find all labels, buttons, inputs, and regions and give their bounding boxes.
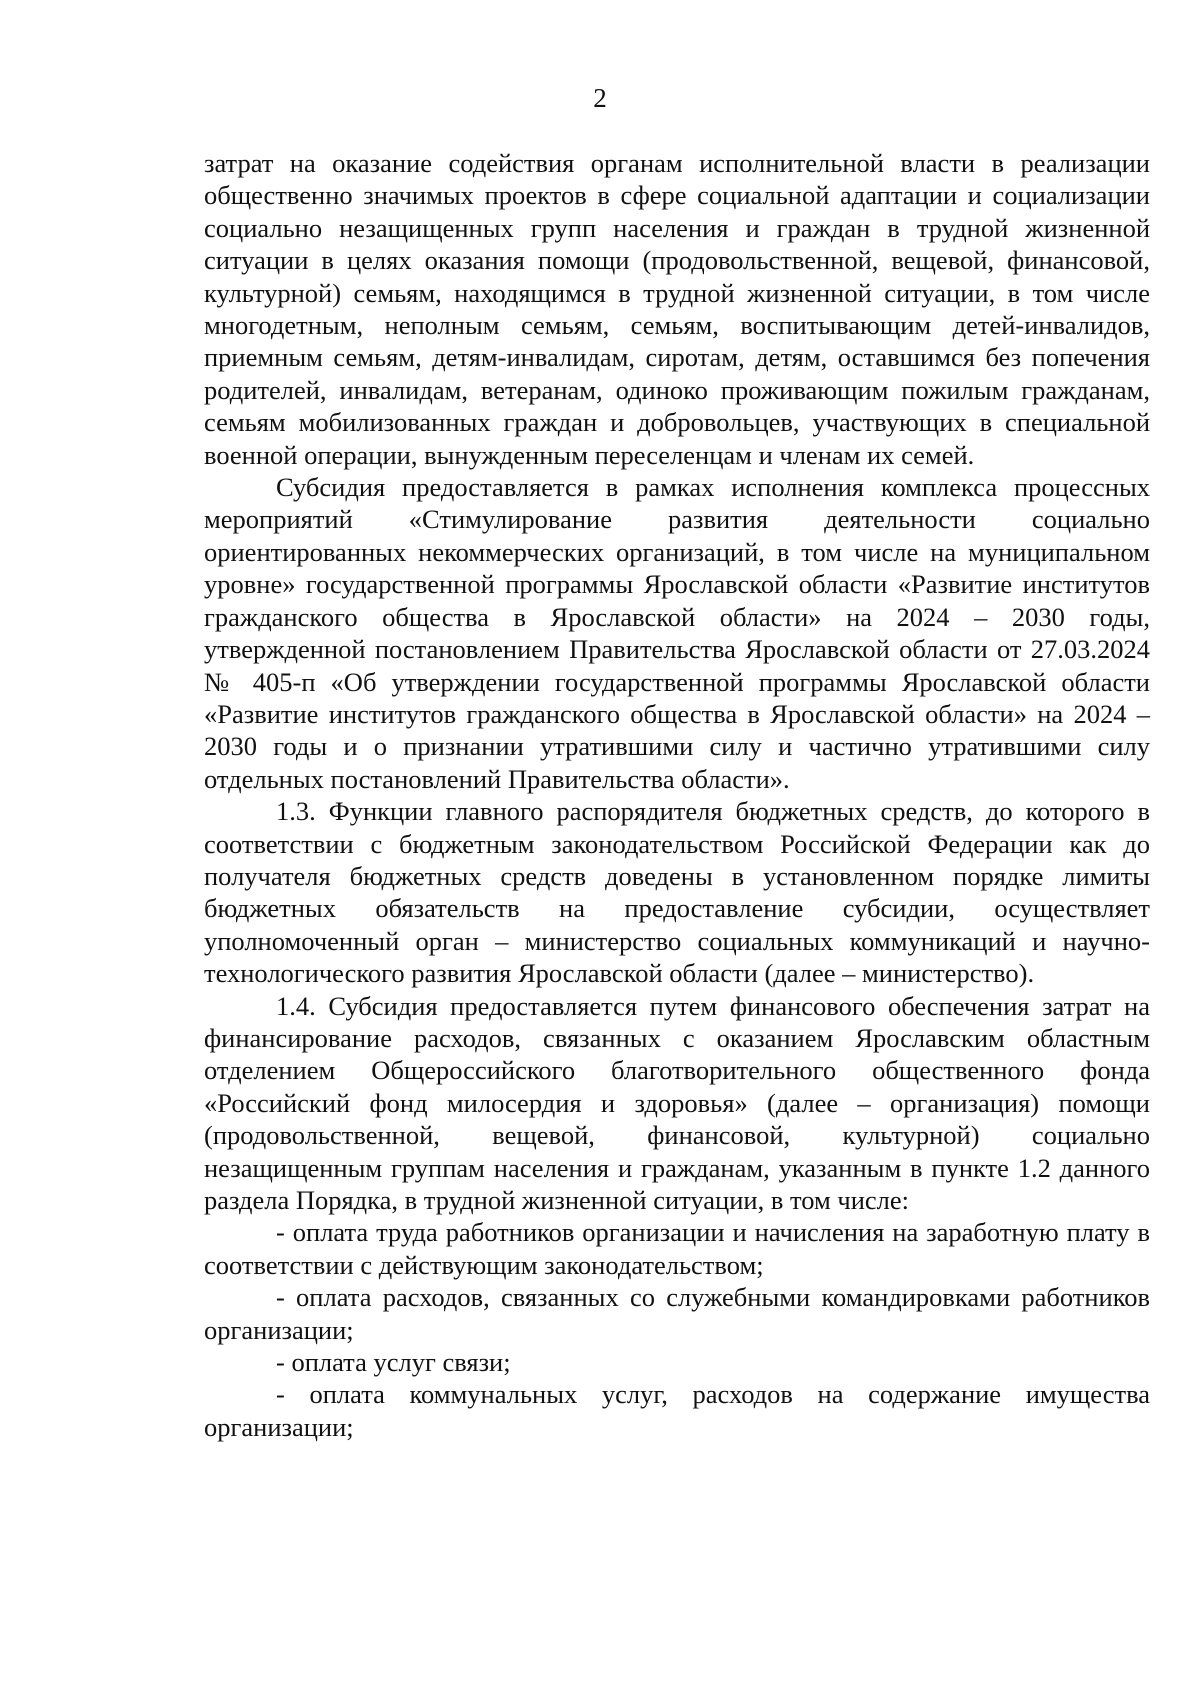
page-number: 2 — [593, 83, 607, 113]
list-item-travel-expenses: - оплата расходов, связанных со служебными командировками работников организации; — [204, 1282, 1150, 1345]
paragraph-purpose-continuation: затрат на оказание содействия органам исполнительной власти в реализации общественно значимых проектов в сфере социальной адаптации и социализации социально незащищенных групп населения и граждан в трудной жизненной ситуации в целях оказания помощи (продовольственной, вещевой, финансовой, культурной) семьям, находящимся в трудной жизненной ситуации, в том числе многодетным, неполным семьям, семьям, воспитывающим детей-инвалидов, приемным семьям, детям-инвалидам, сиротам, детям, оставшимся без попечения родителей, инвалидам, ветеранам, одиноко проживающим пожилым гражданам, семьям мобилизованных граждан и добровольцев, участвующих в специальной военной операции, вынужденным переселенцам и членам их семей. — [204, 148, 1150, 470]
list-item-utilities: - оплата коммунальных услуг, расходов на содержание имущества организации; — [204, 1379, 1150, 1442]
list-item-communication-services: - оплата услуг связи; — [276, 1347, 511, 1378]
paragraph-1-4: 1.4. Субсидия предоставляется путем финансового обеспечения затрат на финансирование расходов, связанных с оказанием Ярославским областным отделением Общероссийского благотворительного общественного фонда «Российский фонд милосердия и здоровья» (далее – организация) помощи (продовольственной, вещевой, финансовой, культурной) социально незащищенным группам населения и гражданам, указанным в пункте 1.2 данного раздела Порядка, в трудной жизненной ситуации, в том числе: — [204, 990, 1150, 1215]
document-body — [204, 147, 1150, 1443]
paragraph-1-3: 1.3. Функции главного распорядителя бюджетных средств, до которого в соответствии с бюджетным законодательством Российской Федерации как до получателя бюджетных средств доведены в установленном порядке лимиты бюджетных обязательств на предоставление субсидии, осуществляет уполномоченный орган – министерство социальных коммуникаций и научно-технологического развития Ярославской области (далее – министерство). — [204, 796, 1150, 989]
paragraph-subsidy-program: Субсидия предоставляется в рамках исполнения комплекса процессных мероприятий «Стимулирование развития деятельности социально ориентированных некоммерческих организаций, в том числе на муниципальном уровне» государственной программы Ярославской области «Развитие институтов гражданского общества в Ярославской области» на 2024 – 2030 годы, утвержденной постановлением Правительства Ярославской области от 27.03.2024 № 405-п «Об утверждении государственной программы Ярославской области «Развитие институтов гражданского общества в Ярославской области» на 2024 – 2030 годы и о признании утратившими силу и частично утратившими силу отдельных постановлений Правительства области». — [204, 472, 1150, 794]
list-item-labor-payment: - оплата труда работников организации и начисления на заработную плату в соответствии с действующим законодательством; — [204, 1217, 1150, 1280]
